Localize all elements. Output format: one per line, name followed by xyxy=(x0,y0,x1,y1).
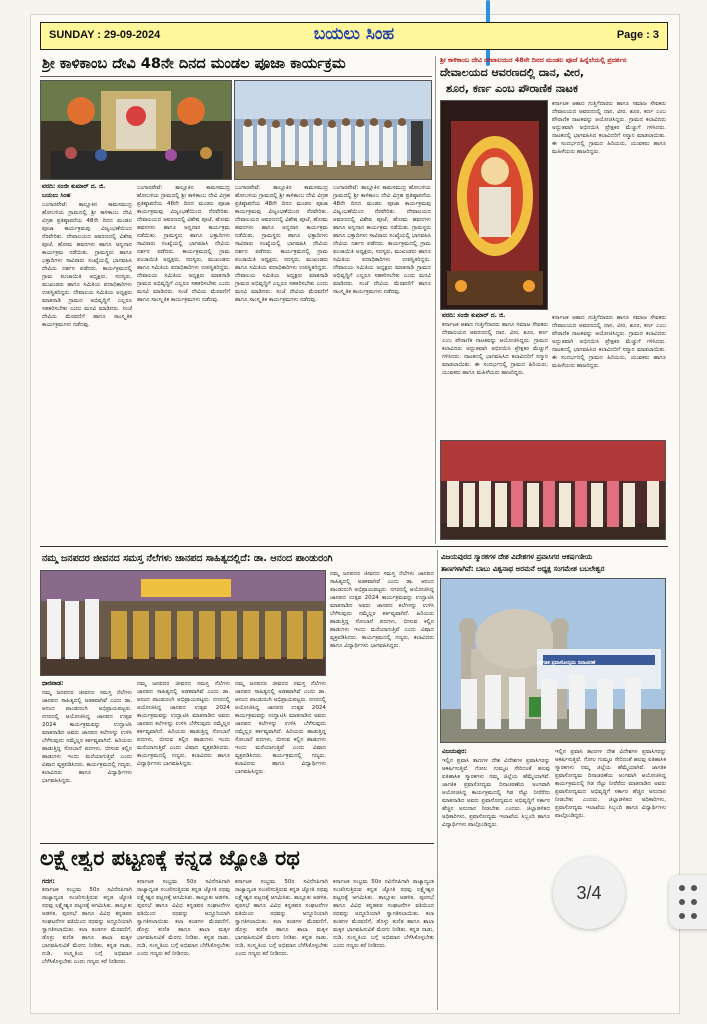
story4-column-1: ಇಲ್ಲಿನ ಪ್ರವಾಸಿ ತಾಣಗಳ ದೇಶ ವಿದೇಶಗಳ ಪ್ರವಾಸಿಗರನ್ನು ಆಕರ್ಷಿಸುತ್ತಿವೆ. ಗೋಲ ಗುಮ್ಮಟ ಸೇರಿದಂತೆ ಹಲವು ಐತಿಹಾಸಿಕ ಸ್ಮಾರಕಗಳು ನಮ್ಮ ಜಿಲ್ಲೆಯ ಹೆಮ್ಮೆಯಾಗಿವೆ. ಜಾಗತಿಕ ಪ್ರವಾಸೋದ್ಯಮ ದಿನಾಚರಣೆಯ ಅಂಗವಾಗಿ ಆಯೋಜಿಸಿದ್ದ ಕಾರ್ಯಕ್ರಮದಲ್ಲಿ ಗಿಡ ನೆಟ್ಟು ನೀರೆರೆದು ಮಾತನಾಡಿದ ಅವರು ಪ್ರವಾಸೋದ್ಯಮದ ಅಭಿವೃದ್ಧಿಗೆ ಸರ್ಕಾರ ಹೆಚ್ಚಿನ ಅನುದಾನ ನೀಡಬೇಕು ಎಂದರು. ಜಿಲ್ಲಾಡಳಿತದ ಅಧಿಕಾರಿಗಳು, ಪ್ರವಾಸೋದ್ಯಮ ಇಲಾಖೆಯ ಸಿಬ್ಬಂದಿ ಹಾಗೂ ವಿದ್ಯಾರ್ಥಿಗಳು ಪಾಲ್ಗೊಂಡಿದ್ದರು. xyxy=(442,758,550,828)
story1-column-2: ಬಂಗಾರಪೇಟೆ: ತಾಲ್ಲೂಕಿನ ಕಾಮಸಮುದ್ರ ಹೋಬಳಿಯ ಗ್ರಾಮದಲ್ಲಿ ಶ್ರೀ ಕಾಳಿಕಾಂಬ ದೇವಿ ವಿಗ್ರಹ ಪ್ರತಿಷ್ಠಾಪನೆಯ 48ನೇ ದಿನದ ಮಂಡಲ ಪೂಜಾ ಕಾರ್ಯಕ್ರಮವು ವಿಜೃಂಭಣೆಯಿಂದ ನೆರವೇರಿತು. ದೇವಾಲಯದ ಆವರಣದಲ್ಲಿ ವಿಶೇಷ ಪೂಜೆ, ಹೋಮ ಹವನಗಳು ಹಾಗೂ ಅನ್ನದಾನ ಕಾರ್ಯಕ್ರಮ ನಡೆಯಿತು. ಗ್ರಾಮಸ್ಥರು ಹಾಗೂ ಭಕ್ತಾದಿಗಳು ಸಾವಿರಾರು ಸಂಖ್ಯೆಯಲ್ಲಿ ಭಾಗವಹಿಸಿ ದೇವಿಯ ದರ್ಶನ ಪಡೆದರು. ಕಾರ್ಯಕ್ರಮದಲ್ಲಿ ಗ್ರಾಮ ಪಂಚಾಯಿತಿ ಅಧ್ಯಕ್ಷರು, ಸದಸ್ಯರು, ಮುಖಂಡರು ಹಾಗೂ ಸಮಿತಿಯ ಪದಾಧಿಕಾರಿಗಳು ಉಪಸ್ಥಿತರಿದ್ದರು. ದೇವಾಲಯ ಸಮಿತಿಯ ಅಧ್ಯಕ್ಷರು ಮಾತನಾಡಿ ಗ್ರಾಮದ ಅಭಿವೃದ್ಧಿಗೆ ಎಲ್ಲರೂ ಸಹಕರಿಸಬೇಕು ಎಂದು ಮನವಿ ಮಾಡಿದರು. ಸಂಜೆ ದೇವಿಯ ಮೆರವಣಿಗೆ ಹಾಗೂ ಸಾಂಸ್ಕೃತಿಕ ಕಾರ್ಯಕ್ರಮಗಳು ನಡೆದವು. xyxy=(137,185,230,303)
story2-photo-deity[interactable] xyxy=(440,100,548,310)
grid-dot-icon xyxy=(691,899,697,905)
column-rule xyxy=(435,56,436,544)
grid-dot-icon xyxy=(691,885,697,891)
story5-headline: ಲಕ್ಷ್ಮೇಶ್ವರ ಪಟ್ಟಣಕ್ಕೆ ಕನ್ನಡ ಜ್ಯೋತಿ ರಥ xyxy=(40,846,300,870)
story3-photo-dignitaries[interactable] xyxy=(40,570,326,676)
story3-headline: ನಮ್ಮ ಜನಪದರ ಜೀವನದ ಸಮಸ್ತ ನೆಲೆಗಳು ಜಾನಪದ ಸಾಹಿತ್ಯದಲ್ಲಿದೆ: ಡಾ. ಆನಂದ ಪಾಂಡುರಂಗಿ xyxy=(42,553,333,564)
story4-headline-line2: ತಾಣಗಳಾಗಿವೆ: ಬಾಬು ವಿಶ್ವನಾಥ ಅರಮನೆ ಅಧ್ಯಕ್ಷ ಸಂಗಮೇಶ ಬಬಲೇಶ್ವರ xyxy=(441,565,605,573)
masthead xyxy=(40,22,668,50)
story5-column-4: ಕರ್ನಾಟಕ ಸಂಭ್ರಮ 50ರ ಸವಿನೆನಪಿಗಾಗಿ ರಾಜ್ಯಾದ್ಯಂತ ಸಂಚರಿಸುತ್ತಿರುವ ಕನ್ನಡ ಜ್ಯೋತಿ ರಥವು ಲಕ್ಷ್ಮೇಶ್ವರ ಪಟ್ಟಣಕ್ಕೆ ಆಗಮಿಸಿತು. ತಾಲ್ಲೂಕು ಆಡಳಿತ, ಪುರಸಭೆ ಹಾಗೂ ವಿವಿಧ ಕನ್ನಡಪರ ಸಂಘಟನೆಗಳ ವತಿಯಿಂದ ರಥವನ್ನು ಅದ್ದೂರಿಯಾಗಿ ಸ್ವಾಗತಿಸಲಾಯಿತು. ಕಲಾ ತಂಡಗಳ ಮೆರವಣಿಗೆ, ಡೊಳ್ಳು ಕುಣಿತ ಹಾಗೂ ಶಾಲಾ ಮಕ್ಕಳ ಭಾಗವಹಿಸುವಿಕೆ ಮೆರಗು ನೀಡಿತು. ಕನ್ನಡ ನಾಡು, ನುಡಿ, ಸಂಸ್ಕೃತಿಯ ಬಗ್ಗೆ ಅಭಿಮಾನ ಬೆಳೆಸಿಕೊಳ್ಳಬೇಕು ಎಂದು ಗಣ್ಯರು ಕರೆ ನೀಡಿದರು. xyxy=(333,879,434,949)
story5-column-1: ಕರ್ನಾಟಕ ಸಂಭ್ರಮ 50ರ ಸವಿನೆನಪಿಗಾಗಿ ರಾಜ್ಯಾದ್ಯಂತ ಸಂಚರಿಸುತ್ತಿರುವ ಕನ್ನಡ ಜ್ಯೋತಿ ರಥವು ಲಕ್ಷ್ಮೇಶ್ವರ ಪಟ್ಟಣಕ್ಕೆ ಆಗಮಿಸಿತು. ತಾಲ್ಲೂಕು ಆಡಳಿತ, ಪುರಸಭೆ ಹಾಗೂ ವಿವಿಧ ಕನ್ನಡಪರ ಸಂಘಟನೆಗಳ ವತಿಯಿಂದ ರಥವನ್ನು ಅದ್ದೂರಿಯಾಗಿ ಸ್ವಾಗತಿಸಲಾಯಿತು. ಕಲಾ ತಂಡಗಳ ಮೆರವಣಿಗೆ, ಡೊಳ್ಳು ಕುಣಿತ ಹಾಗೂ ಶಾಲಾ ಮಕ್ಕಳ ಭಾಗವಹಿಸುವಿಕೆ ಮೆರಗು ನೀಡಿತು. ಕನ್ನಡ ನಾಡು, ನುಡಿ, ಸಂಸ್ಕೃತಿಯ ಬಗ್ಗೆ ಅಭಿಮಾನ ಬೆಳೆಸಿಕೊಳ್ಳಬೇಕು ಎಂದು ಗಣ್ಯರು ಕರೆ ನೀಡಿದರು. xyxy=(42,887,132,965)
divider xyxy=(40,76,432,77)
story5-column-3: ಕರ್ನಾಟಕ ಸಂಭ್ರಮ 50ರ ಸವಿನೆನಪಿಗಾಗಿ ರಾಜ್ಯಾದ್ಯಂತ ಸಂಚರಿಸುತ್ತಿರುವ ಕನ್ನಡ ಜ್ಯೋತಿ ರಥವು ಲಕ್ಷ್ಮೇಶ್ವರ ಪಟ್ಟಣಕ್ಕೆ ಆಗಮಿಸಿತು. ತಾಲ್ಲೂಕು ಆಡಳಿತ, ಪುರಸಭೆ ಹಾಗೂ ವಿವಿಧ ಕನ್ನಡಪರ ಸಂಘಟನೆಗಳ ವತಿಯಿಂದ ರಥವನ್ನು ಅದ್ದೂರಿಯಾಗಿ ಸ್ವಾಗತಿಸಲಾಯಿತು. ಕಲಾ ತಂಡಗಳ ಮೆರವಣಿಗೆ, ಡೊಳ್ಳು ಕುಣಿತ ಹಾಗೂ ಶಾಲಾ ಮಕ್ಕಳ ಭಾಗವಹಿಸುವಿಕೆ ಮೆರಗು ನೀಡಿತು. ಕನ್ನಡ ನಾಡು, ನುಡಿ, ಸಂಸ್ಕೃತಿಯ ಬಗ್ಗೆ ಅಭಿಮಾನ ಬೆಳೆಸಿಕೊಳ್ಳಬೇಕು ಎಂದು ಗಣ್ಯರು ಕರೆ ನೀಡಿದರು. xyxy=(235,879,328,957)
section-divider xyxy=(40,546,668,547)
story3-column-2: ನಮ್ಮ ಜನಪದರ ಜೀವನದ ಸಮಸ್ತ ನೆಲೆಗಳು ಜಾನಪದ ಸಾಹಿತ್ಯದಲ್ಲಿ ಅಡಕವಾಗಿವೆ ಎಂದು ಡಾ. ಆನಂದ ಪಾಂಡುರಂಗಿ ಅಭಿಪ್ರಾಯಪಟ್ಟರು. ನಗರದಲ್ಲಿ ಆಯೋಜಿಸಿದ್ದ ಜಾನಪದ ಉತ್ಸವ 2024 ಕಾರ್ಯಕ್ರಮವನ್ನು ಉದ್ಘಾಟಿಸಿ ಮಾತನಾಡಿದ ಅವರು ಜಾನಪದ ಕಲೆಗಳನ್ನು ಉಳಿಸಿ ಬೆಳೆಸುವುದು ನಮ್ಮೆಲ್ಲರ ಕರ್ತವ್ಯವಾಗಿದೆ. ಹಿರಿಯರು ಹಾಡುತ್ತಿದ್ದ ಸೋಬಾನೆ ಪದಗಳು, ಬೀಸುವ ಕಲ್ಲಿನ ಹಾಡುಗಳು ಇಂದು ಮರೆಯಾಗುತ್ತಿವೆ ಎಂದು ವಿಷಾದ ವ್ಯಕ್ತಪಡಿಸಿದರು. ಕಾರ್ಯಕ್ರಮದಲ್ಲಿ ಗಣ್ಯರು, ಕಲಾವಿದರು ಹಾಗೂ ವಿದ್ಯಾರ್ಥಿಗಳು ಭಾಗವಹಿಸಿದ್ದರು. xyxy=(137,681,230,767)
story1-headline: ಶ್ರೀ ಕಾಳಿಕಾಂಬ ದೇವಿ 48ನೇ ದಿನದ ಮಂಡಲ ಪೂಜಾ ಕಾರ್ಯಕ್ರಮ xyxy=(42,56,346,72)
story5-byline: ಗದಗ: xyxy=(42,878,55,885)
section-divider xyxy=(40,843,434,844)
story3-column-right: ನಮ್ಮ ಜನಪದರ ಜೀವನದ ಸಮಸ್ತ ನೆಲೆಗಳು ಜಾನಪದ ಸಾಹಿತ್ಯದಲ್ಲಿ ಅಡಕವಾಗಿವೆ ಎಂದು ಡಾ. ಆನಂದ ಪಾಂಡುರಂಗಿ ಅಭಿಪ್ರಾಯಪಟ್ಟರು. ನಗರದಲ್ಲಿ ಆಯೋಜಿಸಿದ್ದ ಜಾನಪದ ಉತ್ಸವ 2024 ಕಾರ್ಯಕ್ರಮವನ್ನು ಉದ್ಘಾಟಿಸಿ ಮಾತನಾಡಿದ ಅವರು ಜಾನಪದ ಕಲೆಗಳನ್ನು ಉಳಿಸಿ ಬೆಳೆಸುವುದು ನಮ್ಮೆಲ್ಲರ ಕರ್ತವ್ಯವಾಗಿದೆ. ಹಿರಿಯರು ಹಾಡುತ್ತಿದ್ದ ಸೋಬಾನೆ ಪದಗಳು, ಬೀಸುವ ಕಲ್ಲಿನ ಹಾಡುಗಳು ಇಂದು ಮರೆಯಾಗುತ್ತಿವೆ ಎಂದು ವಿಷಾದ ವ್ಯಕ್ತಪಡಿಸಿದರು. ಕಾರ್ಯಕ್ರಮದಲ್ಲಿ ಗಣ್ಯರು, ಕಲಾವಿದರು ಹಾಗೂ ವಿದ್ಯಾರ್ಥಿಗಳು ಭಾಗವಹಿಸಿದ್ದರು. xyxy=(330,571,434,649)
newspaper-title: ಬಯಲು ಸಿಂಹ xyxy=(313,24,395,44)
story1-column-1: ಬಂಗಾರಪೇಟೆ: ತಾಲ್ಲೂಕಿನ ಕಾಮಸಮುದ್ರ ಹೋಬಳಿಯ ಗ್ರಾಮದಲ್ಲಿ ಶ್ರೀ ಕಾಳಿಕಾಂಬ ದೇವಿ ವಿಗ್ರಹ ಪ್ರತಿಷ್ಠಾಪನೆಯ 48ನೇ ದಿನದ ಮಂಡಲ ಪೂಜಾ ಕಾರ್ಯಕ್ರಮವು ವಿಜೃಂಭಣೆಯಿಂದ ನೆರವೇರಿತು. ದೇವಾಲಯದ ಆವರಣದಲ್ಲಿ ವಿಶೇಷ ಪೂಜೆ, ಹೋಮ ಹವನಗಳು ಹಾಗೂ ಅನ್ನದಾನ ಕಾರ್ಯಕ್ರಮ ನಡೆಯಿತು. ಗ್ರಾಮಸ್ಥರು ಹಾಗೂ ಭಕ್ತಾದಿಗಳು ಸಾವಿರಾರು ಸಂಖ್ಯೆಯಲ್ಲಿ ಭಾಗವಹಿಸಿ ದೇವಿಯ ದರ್ಶನ ಪಡೆದರು. ಕಾರ್ಯಕ್ರಮದಲ್ಲಿ ಗ್ರಾಮ ಪಂಚಾಯಿತಿ ಅಧ್ಯಕ್ಷರು, ಸದಸ್ಯರು, ಮುಖಂಡರು ಹಾಗೂ ಸಮಿತಿಯ ಪದಾಧಿಕಾರಿಗಳು ಉಪಸ್ಥಿತರಿದ್ದರು. ದೇವಾಲಯ ಸಮಿತಿಯ ಅಧ್ಯಕ್ಷರು ಮಾತನಾಡಿ ಗ್ರಾಮದ ಅಭಿವೃದ್ಧಿಗೆ ಎಲ್ಲರೂ ಸಹಕರಿಸಬೇಕು ಎಂದು ಮನವಿ ಮಾಡಿದರು. ಸಂಜೆ ದೇವಿಯ ಮೆರವಣಿಗೆ ಹಾಗೂ ಸಾಂಸ್ಕೃತಿಕ ಕಾರ್ಯಕ್ರಮಗಳು ನಡೆದವು. xyxy=(42,202,132,328)
grid-dot-icon xyxy=(691,913,697,919)
story1-photo-gathering[interactable] xyxy=(234,80,432,180)
story2-headline-line2: ಶೂರ, ಕರ್ಣ ಎಂಬ ಪೌರಾಣಿಕ ನಾಟಕ xyxy=(446,82,578,95)
story1-column-3: ಬಂಗಾರಪೇಟೆ: ತಾಲ್ಲೂಕಿನ ಕಾಮಸಮುದ್ರ ಹೋಬಳಿಯ ಗ್ರಾಮದಲ್ಲಿ ಶ್ರೀ ಕಾಳಿಕಾಂಬ ದೇವಿ ವಿಗ್ರಹ ಪ್ರತಿಷ್ಠಾಪನೆಯ 48ನೇ ದಿನದ ಮಂಡಲ ಪೂಜಾ ಕಾರ್ಯಕ್ರಮವು ವಿಜೃಂಭಣೆಯಿಂದ ನೆರವೇರಿತು. ದೇವಾಲಯದ ಆವರಣದಲ್ಲಿ ವಿಶೇಷ ಪೂಜೆ, ಹೋಮ ಹವನಗಳು ಹಾಗೂ ಅನ್ನದಾನ ಕಾರ್ಯಕ್ರಮ ನಡೆಯಿತು. ಗ್ರಾಮಸ್ಥರು ಹಾಗೂ ಭಕ್ತಾದಿಗಳು ಸಾವಿರಾರು ಸಂಖ್ಯೆಯಲ್ಲಿ ಭಾಗವಹಿಸಿ ದೇವಿಯ ದರ್ಶನ ಪಡೆದರು. ಕಾರ್ಯಕ್ರಮದಲ್ಲಿ ಗ್ರಾಮ ಪಂಚಾಯಿತಿ ಅಧ್ಯಕ್ಷರು, ಸದಸ್ಯರು, ಮುಖಂಡರು ಹಾಗೂ ಸಮಿತಿಯ ಪದಾಧಿಕಾರಿಗಳು ಉಪಸ್ಥಿತರಿದ್ದರು. ದೇವಾಲಯ ಸಮಿತಿಯ ಅಧ್ಯಕ್ಷರು ಮಾತನಾಡಿ ಗ್ರಾಮದ ಅಭಿವೃದ್ಧಿಗೆ ಎಲ್ಲರೂ ಸಹಕರಿಸಬೇಕು ಎಂದು ಮನವಿ ಮಾಡಿದರು. ಸಂಜೆ ದೇವಿಯ ಮೆರವಣಿಗೆ ಹಾಗೂ ಸಾಂಸ್ಕೃತಿಕ ಕಾರ್ಯಕ್ರಮಗಳು ನಡೆದವು. xyxy=(235,185,328,303)
story1-column-4: ಬಂಗಾರಪೇಟೆ: ತಾಲ್ಲೂಕಿನ ಕಾಮಸಮುದ್ರ ಹೋಬಳಿಯ ಗ್ರಾಮದಲ್ಲಿ ಶ್ರೀ ಕಾಳಿಕಾಂಬ ದೇವಿ ವಿಗ್ರಹ ಪ್ರತಿಷ್ಠಾಪನೆಯ 48ನೇ ದಿನದ ಮಂಡಲ ಪೂಜಾ ಕಾರ್ಯಕ್ರಮವು ವಿಜೃಂಭಣೆಯಿಂದ ನೆರವೇರಿತು. ದೇವಾಲಯದ ಆವರಣದಲ್ಲಿ ವಿಶೇಷ ಪೂಜೆ, ಹೋಮ ಹವನಗಳು ಹಾಗೂ ಅನ್ನದಾನ ಕಾರ್ಯಕ್ರಮ ನಡೆಯಿತು. ಗ್ರಾಮಸ್ಥರು ಹಾಗೂ ಭಕ್ತಾದಿಗಳು ಸಾವಿರಾರು ಸಂಖ್ಯೆಯಲ್ಲಿ ಭಾಗವಹಿಸಿ ದೇವಿಯ ದರ್ಶನ ಪಡೆದರು. ಕಾರ್ಯಕ್ರಮದಲ್ಲಿ ಗ್ರಾಮ ಪಂಚಾಯಿತಿ ಅಧ್ಯಕ್ಷರು, ಸದಸ್ಯರು, ಮುಖಂಡರು ಹಾಗೂ ಸಮಿತಿಯ ಪದಾಧಿಕಾರಿಗಳು ಉಪಸ್ಥಿತರಿದ್ದರು. ದೇವಾಲಯ ಸಮಿತಿಯ ಅಧ್ಯಕ್ಷರು ಮಾತನಾಡಿ ಗ್ರಾಮದ ಅಭಿವೃದ್ಧಿಗೆ ಎಲ್ಲರೂ ಸಹಕರಿಸಬೇಕು ಎಂದು ಮನವಿ ಮಾಡಿದರು. ಸಂಜೆ ದೇವಿಯ ಮೆರವಣಿಗೆ ಹಾಗೂ ಸಾಂಸ್ಕೃತಿಕ ಕಾರ್ಯಕ್ರಮಗಳು ನಡೆದವು. xyxy=(333,185,431,295)
story2-column-right: ಕರ್ನಾಟಕ ಆಶಾದ ಗುತ್ತಿಗೆದಾರರು ಹಾಗೂ ಸಮಾಜ ಸೇವಕರು ದೇವಾಲಯದ ಆವರಣದಲ್ಲಿ ದಾನ, ವೀರ, ಶೂರ, ಕರ್ಣ ಎಂಬ ಪೌರಾಣಿಕ ನಾಟಕವನ್ನು ಆಯೋಜಿಸಿದ್ದರು. ಗ್ರಾಮದ ಕಲಾವಿದರು ಅದ್ಭುತವಾಗಿ ಅಭಿನಯಿಸಿ ಪ್ರೇಕ್ಷಕರ ಮೆಚ್ಚುಗೆ ಗಳಿಸಿದರು. ನಾಟಕದಲ್ಲಿ ಭಾಗವಹಿಸಿದ ಕಲಾವಿದರಿಗೆ ಸನ್ಮಾನ ಮಾಡಲಾಯಿತು. ಈ ಸಂದರ್ಭದಲ್ಲಿ ಗ್ರಾಮದ ಹಿರಿಯರು, ಯುವಕರು ಹಾಗೂ ಮಹಿಳೆಯರು ಹಾಜರಿದ್ದರು. xyxy=(552,101,666,155)
story1-photo-temple[interactable] xyxy=(40,80,232,180)
page-number: Page : 3 xyxy=(616,29,659,41)
story2-headline-line1: ದೇವಾಲಯದ ಆವರಣದಲ್ಲಿ ದಾನ, ವೀರ, xyxy=(440,66,585,79)
story1-dateline: ಬಯಲು ಸಿಂಹ xyxy=(42,192,71,199)
story3-column-3: ನಮ್ಮ ಜನಪದರ ಜೀವನದ ಸಮಸ್ತ ನೆಲೆಗಳು ಜಾನಪದ ಸಾಹಿತ್ಯದಲ್ಲಿ ಅಡಕವಾಗಿವೆ ಎಂದು ಡಾ. ಆನಂದ ಪಾಂಡುರಂಗಿ ಅಭಿಪ್ರಾಯಪಟ್ಟರು. ನಗರದಲ್ಲಿ ಆಯೋಜಿಸಿದ್ದ ಜಾನಪದ ಉತ್ಸವ 2024 ಕಾರ್ಯಕ್ರಮವನ್ನು ಉದ್ಘಾಟಿಸಿ ಮಾತನಾಡಿದ ಅವರು ಜಾನಪದ ಕಲೆಗಳನ್ನು ಉಳಿಸಿ ಬೆಳೆಸುವುದು ನಮ್ಮೆಲ್ಲರ ಕರ್ತವ್ಯವಾಗಿದೆ. ಹಿರಿಯರು ಹಾಡುತ್ತಿದ್ದ ಸೋಬಾನೆ ಪದಗಳು, ಬೀಸುವ ಕಲ್ಲಿನ ಹಾಡುಗಳು ಇಂದು ಮರೆಯಾಗುತ್ತಿವೆ ಎಂದು ವಿಷಾದ ವ್ಯಕ್ತಪಡಿಸಿದರು. ಕಾರ್ಯಕ್ರಮದಲ್ಲಿ ಗಣ್ಯರು, ಕಲಾವಿದರು ಹಾಗೂ ವಿದ್ಯಾರ್ಥಿಗಳು ಭಾಗವಹಿಸಿದ್ದರು. xyxy=(235,681,326,775)
story2-column-right-2: ಕರ್ನಾಟಕ ಆಶಾದ ಗುತ್ತಿಗೆದಾರರು ಹಾಗೂ ಸಮಾಜ ಸೇವಕರು ದೇವಾಲಯದ ಆವರಣದಲ್ಲಿ ದಾನ, ವೀರ, ಶೂರ, ಕರ್ಣ ಎಂಬ ಪೌರಾಣಿಕ ನಾಟಕವನ್ನು ಆಯೋಜಿಸಿದ್ದರು. ಗ್ರಾಮದ ಕಲಾವಿದರು ಅದ್ಭುತವಾಗಿ ಅಭಿನಯಿಸಿ ಪ್ರೇಕ್ಷಕರ ಮೆಚ್ಚುಗೆ ಗಳಿಸಿದರು. ನಾಟಕದಲ್ಲಿ ಭಾಗವಹಿಸಿದ ಕಲಾವಿದರಿಗೆ ಸನ್ಮಾನ ಮಾಡಲಾಯಿತು. ಈ ಸಂದರ್ಭದಲ್ಲಿ ಗ್ರಾಮದ ಹಿರಿಯರು, ಯುವಕರು ಹಾಗೂ ಮಹಿಳೆಯರು ಹಾಜರಿದ್ದರು. xyxy=(552,315,666,369)
story4-banner-text: ಜಾಗತಿಕ ಪ್ರವಾಸೋದ್ಯಮ ದಿನಾಚರಣೆ xyxy=(537,660,596,666)
story2-photo-felicitation[interactable] xyxy=(440,440,666,540)
issue-date: SUNDAY : 29-09-2024 xyxy=(49,29,161,41)
story3-byline: ಧಾರವಾಡ: xyxy=(42,680,64,687)
grid-dot-icon xyxy=(679,885,685,891)
story1-byline: ವರದಿ: ಸಂಜೀ ಕುಮಾರ್ ದ. ಜಿ. xyxy=(42,183,106,190)
story4-headline-line1: ವಿಜಯಪುರದ ಸ್ಮಾರಕಗಳ ದೇಶ ವಿದೇಶಗಳ ಪ್ರವಾಸಿಗರ ಆಕರ್ಷಣೀಯ xyxy=(441,553,593,561)
grid-dot-icon xyxy=(679,899,685,905)
story4-column-2: ಇಲ್ಲಿನ ಪ್ರವಾಸಿ ತಾಣಗಳ ದೇಶ ವಿದೇಶಗಳ ಪ್ರವಾಸಿಗರನ್ನು ಆಕರ್ಷಿಸುತ್ತಿವೆ. ಗೋಲ ಗುಮ್ಮಟ ಸೇರಿದಂತೆ ಹಲವು ಐತಿಹಾಸಿಕ ಸ್ಮಾರಕಗಳು ನಮ್ಮ ಜಿಲ್ಲೆಯ ಹೆಮ್ಮೆಯಾಗಿವೆ. ಜಾಗತಿಕ ಪ್ರವಾಸೋದ್ಯಮ ದಿನಾಚರಣೆಯ ಅಂಗವಾಗಿ ಆಯೋಜಿಸಿದ್ದ ಕಾರ್ಯಕ್ರಮದಲ್ಲಿ ಗಿಡ ನೆಟ್ಟು ನೀರೆರೆದು ಮಾತನಾಡಿದ ಅವರು ಪ್ರವಾಸೋದ್ಯಮದ ಅಭಿವೃದ್ಧಿಗೆ ಸರ್ಕಾರ ಹೆಚ್ಚಿನ ಅನುದಾನ ನೀಡಬೇಕು ಎಂದರು. ಜಿಲ್ಲಾಡಳಿತದ ಅಧಿಕಾರಿಗಳು, ಪ್ರವಾಸೋದ್ಯಮ ಇಲಾಖೆಯ ಸಿಬ್ಬಂದಿ ಹಾಗೂ ವಿದ್ಯಾರ್ಥಿಗಳು ಪಾಲ್ಗೊಂಡಿದ್ದರು. xyxy=(555,749,666,819)
story2-column-left: ಕರ್ನಾಟಕ ಆಶಾದ ಗುತ್ತಿಗೆದಾರರು ಹಾಗೂ ಸಮಾಜ ಸೇವಕರು ದೇವಾಲಯದ ಆವರಣದಲ್ಲಿ ದಾನ, ವೀರ, ಶೂರ, ಕರ್ಣ ಎಂಬ ಪೌರಾಣಿಕ ನಾಟಕವನ್ನು ಆಯೋಜಿಸಿದ್ದರು. ಗ್ರಾಮದ ಕಲಾವಿದರು ಅದ್ಭುತವಾಗಿ ಅಭಿನಯಿಸಿ ಪ್ರೇಕ್ಷಕರ ಮೆಚ್ಚುಗೆ ಗಳಿಸಿದರು. ನಾಟಕದಲ್ಲಿ ಭಾಗವಹಿಸಿದ ಕಲಾವಿದರಿಗೆ ಸನ್ಮಾನ ಮಾಡಲಾಯಿತು. ಈ ಸಂದರ್ಭದಲ್ಲಿ ಗ್ರಾಮದ ಹಿರಿಯರು, ಯುವಕರು ಹಾಗೂ ಮಹಿಳೆಯರು ಹಾಜರಿದ್ದರು. xyxy=(442,322,548,376)
page-counter[interactable]: 3/4 xyxy=(553,857,625,929)
story3-column-1: ನಮ್ಮ ಜನಪದರ ಜೀವನದ ಸಮಸ್ತ ನೆಲೆಗಳು ಜಾನಪದ ಸಾಹಿತ್ಯದಲ್ಲಿ ಅಡಕವಾಗಿವೆ ಎಂದು ಡಾ. ಆನಂದ ಪಾಂಡುರಂಗಿ ಅಭಿಪ್ರಾಯಪಟ್ಟರು. ನಗರದಲ್ಲಿ ಆಯೋಜಿಸಿದ್ದ ಜಾನಪದ ಉತ್ಸವ 2024 ಕಾರ್ಯಕ್ರಮವನ್ನು ಉದ್ಘಾಟಿಸಿ ಮಾತನಾಡಿದ ಅವರು ಜಾನಪದ ಕಲೆಗಳನ್ನು ಉಳಿಸಿ ಬೆಳೆಸುವುದು ನಮ್ಮೆಲ್ಲರ ಕರ್ತವ್ಯವಾಗಿದೆ. ಹಿರಿಯರು ಹಾಡುತ್ತಿದ್ದ ಸೋಬಾನೆ ಪದಗಳು, ಬೀಸುವ ಕಲ್ಲಿನ ಹಾಡುಗಳು ಇಂದು ಮರೆಯಾಗುತ್ತಿವೆ ಎಂದು ವಿಷಾದ ವ್ಯಕ್ತಪಡಿಸಿದರು. ಕಾರ್ಯಕ್ರಮದಲ್ಲಿ ಗಣ್ಯರು, ಕಲಾವಿದರು ಹಾಗೂ ವಿದ್ಯಾರ್ಥಿಗಳು ಭಾಗವಹಿಸಿದ್ದರು. xyxy=(42,690,132,784)
grid-menu-button[interactable] xyxy=(669,875,707,929)
story5-column-2: ಕರ್ನಾಟಕ ಸಂಭ್ರಮ 50ರ ಸವಿನೆನಪಿಗಾಗಿ ರಾಜ್ಯಾದ್ಯಂತ ಸಂಚರಿಸುತ್ತಿರುವ ಕನ್ನಡ ಜ್ಯೋತಿ ರಥವು ಲಕ್ಷ್ಮೇಶ್ವರ ಪಟ್ಟಣಕ್ಕೆ ಆಗಮಿಸಿತು. ತಾಲ್ಲೂಕು ಆಡಳಿತ, ಪುರಸಭೆ ಹಾಗೂ ವಿವಿಧ ಕನ್ನಡಪರ ಸಂಘಟನೆಗಳ ವತಿಯಿಂದ ರಥವನ್ನು ಅದ್ದೂರಿಯಾಗಿ ಸ್ವಾಗತಿಸಲಾಯಿತು. ಕಲಾ ತಂಡಗಳ ಮೆರವಣಿಗೆ, ಡೊಳ್ಳು ಕುಣಿತ ಹಾಗೂ ಶಾಲಾ ಮಕ್ಕಳ ಭಾಗವಹಿಸುವಿಕೆ ಮೆರಗು ನೀಡಿತು. ಕನ್ನಡ ನಾಡು, ನುಡಿ, ಸಂಸ್ಕೃತಿಯ ಬಗ್ಗೆ ಅಭಿಮಾನ ಬೆಳೆಸಿಕೊಳ್ಳಬೇಕು ಎಂದು ಗಣ್ಯರು ಕರೆ ನೀಡಿದರು. xyxy=(137,879,230,957)
column-rule xyxy=(437,550,438,1010)
story2-kicker: ಶ್ರೀ ಕಾಳಿಕಾಂಬ ದೇವಿ ದೇವಾಲಯದ 48ನೇ ದಿನದ ಮಂಡಲ ಪೂಜೆ ಹಿನ್ನೆಲೆಯಲ್ಲಿ ಪ್ರದರ್ಶನ xyxy=(440,56,627,64)
grid-dot-icon xyxy=(679,913,685,919)
story2-byline: ವರದಿ: ಸಂಜೀ ಕುಮಾರ್ ದ. ಜಿ. xyxy=(442,312,506,319)
story4-byline: ವಿಜಯಪುರ: xyxy=(442,748,467,755)
